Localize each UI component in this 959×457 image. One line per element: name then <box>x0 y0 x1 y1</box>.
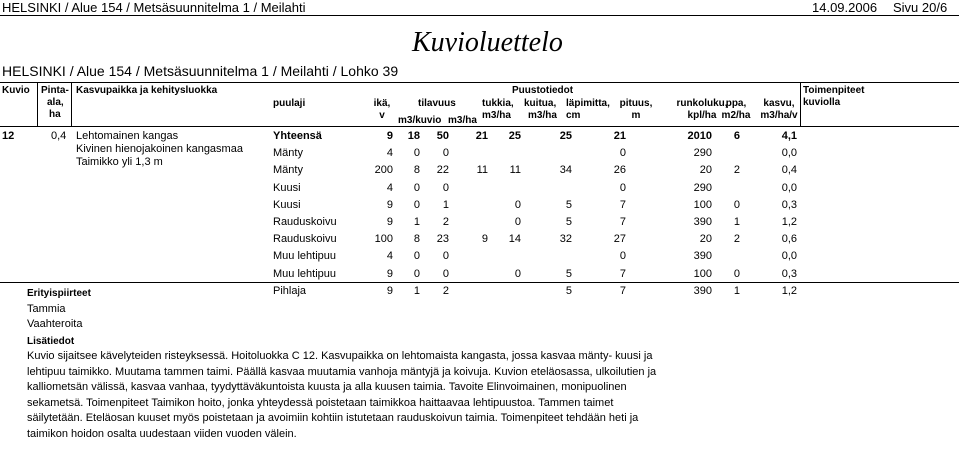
col-lapimitta <box>566 98 610 122</box>
cell-ppa: 1 <box>733 284 740 297</box>
cell-m3-kuvio: 0 <box>413 181 420 194</box>
col-kuitua-l2: m3/ha <box>528 110 557 121</box>
cell-kasvu: 0,4 <box>781 164 797 177</box>
info-line: taimikon hoidon osalta uudestaan viiden vuoden välein. <box>27 427 297 440</box>
col-tilavuus-kuvio: m3/kuvio <box>398 115 442 126</box>
cell-kasvu: 0,0 <box>781 181 797 194</box>
col-runkoluku-l1: runkoluku, <box>676 98 728 109</box>
stand-area: 0,4 <box>51 130 67 142</box>
col-puustotiedot: Puustotiedot <box>512 85 574 96</box>
cell-puulaji: Muu lehtipuu <box>273 250 336 263</box>
col-kasvu <box>756 98 802 122</box>
cell-kuitua: 25 <box>508 130 521 142</box>
cell-runkoluku: 390 <box>693 284 712 297</box>
cell-ppa: 6 <box>733 130 740 142</box>
cell-m3-kuvio: 0 <box>413 267 420 280</box>
cell-lapimitta: 25 <box>559 130 572 142</box>
special-feature-item: Tammia <box>27 303 66 315</box>
cell-runkoluku: 2010 <box>687 130 712 142</box>
cell-puulaji: Rauduskoivu <box>273 233 337 246</box>
stand-site-type <box>76 130 243 169</box>
cell-kasvu: 0,3 <box>781 267 797 280</box>
col-kuitua <box>524 98 557 122</box>
cell-m3-kuvio: 0 <box>413 250 420 263</box>
col-pinta-ala-l2: ala, <box>47 97 64 108</box>
cell-pituus: 7 <box>619 216 626 228</box>
cell-kuitua: 11 <box>509 164 521 177</box>
cell-m3-ha: 50 <box>436 130 449 142</box>
info-line: sekametsä. Toimenpiteet Taimikon hoito, jonka yhteydessä poistetaan taimikkoa haittaavaa lehtipuustoa. Tammen taimet <box>27 396 614 409</box>
cell-kasvu: 0,3 <box>781 198 797 211</box>
cell-m3-kuvio: 0 <box>413 198 420 211</box>
cell-m3-ha: 22 <box>436 164 449 177</box>
cell-m3-ha: 0 <box>442 250 449 263</box>
cell-puulaji: Kuusi <box>273 198 301 211</box>
col-toimenpiteet-l2: kuviolla <box>803 97 841 108</box>
cell-kuitua: 14 <box>508 233 521 246</box>
cell-ika: 9 <box>386 198 393 211</box>
cell-kuitua: 0 <box>514 267 521 280</box>
cell-ika: 4 <box>386 181 393 194</box>
cell-ppa: 1 <box>733 216 740 228</box>
cell-runkoluku: 390 <box>693 216 712 228</box>
special-features-list <box>27 302 82 332</box>
cell-runkoluku: 100 <box>693 198 712 211</box>
cell-kasvu: 0,6 <box>781 233 797 246</box>
cell-ppa: 0 <box>733 198 740 211</box>
header-date: 14.09.2006 <box>812 0 878 15</box>
col-kuvio: Kuvio <box>2 85 30 96</box>
cell-kasvu: 4,1 <box>781 130 797 142</box>
site-type-line-3: Taimikko yli 1,3 m <box>76 156 163 168</box>
info-line: Kuvio sijaitsee kävelyteiden risteyksessä. Hoitoluokka C 12. Kasvupaikka on lehtomaista kangasta, jossa kasvaa mänty- kuusi ja <box>27 350 653 362</box>
col-toimenpiteet <box>803 85 864 109</box>
col-lapimitta-l2: cm <box>566 110 581 121</box>
cell-pituus: 27 <box>613 233 626 246</box>
site-type-line-1: Lehtomainen kangas <box>76 130 179 142</box>
col-ppa-l2: m2/ha <box>721 110 751 121</box>
col-toimenpiteet-l1: Toimenpiteet <box>803 85 865 96</box>
cell-kuitua: 0 <box>514 216 521 228</box>
table-head-rule <box>0 126 959 127</box>
cell-ika: 4 <box>386 250 393 263</box>
cell-m3-ha: 1 <box>442 198 449 211</box>
cell-pituus: 26 <box>613 164 626 177</box>
col-pinta-ala <box>41 85 69 121</box>
col-ppa <box>718 98 754 122</box>
cell-pituus: 0 <box>619 250 626 263</box>
cell-pituus: 0 <box>619 181 626 194</box>
cell-puulaji: Muu lehtipuu <box>273 267 336 280</box>
col-pituus <box>617 98 655 122</box>
col-puulaji: puulaji <box>273 98 306 109</box>
special-feature-item: Vaahteroita <box>27 318 83 330</box>
cell-puulaji: Rauduskoivu <box>273 216 337 228</box>
cell-m3-ha: 23 <box>436 233 449 246</box>
cell-pituus: 7 <box>619 198 626 211</box>
cell-tukkia: 11 <box>476 164 488 177</box>
cell-m3-kuvio: 8 <box>413 164 420 177</box>
cell-lapimitta: 34 <box>559 164 572 177</box>
col-tukkia <box>482 98 514 122</box>
cell-pituus: 0 <box>619 147 626 160</box>
cell-ika: 9 <box>386 284 393 297</box>
cell-puulaji: Mänty <box>273 147 303 160</box>
col-lapimitta-l1: läpimitta, <box>566 98 610 109</box>
cell-ika: 200 <box>374 164 393 177</box>
cell-lapimitta: 5 <box>565 198 572 211</box>
col-pituus-l2: m <box>631 110 641 121</box>
cell-puulaji: Mänty <box>273 164 303 177</box>
additional-info-text <box>27 349 947 442</box>
cell-runkoluku: 390 <box>693 250 712 263</box>
site-type-line-2: Kivinen hienojakoinen kangasmaa <box>76 143 243 155</box>
cell-runkoluku: 290 <box>693 147 712 160</box>
col-tukkia-l1: tukkia, <box>482 98 514 109</box>
cell-lapimitta: 32 <box>559 233 572 246</box>
cell-m3-ha: 0 <box>442 181 449 194</box>
cell-puulaji: Kuusi <box>273 181 301 194</box>
cell-m3-kuvio: 8 <box>413 233 420 246</box>
info-line: lehtipuu taimikko. Muutama tammen taimi. Päällä kasvaa muutamia vanhoja mäntyjä ja koivuja. Kuvion eteläosassa, ulkoilutien ja <box>27 365 657 378</box>
col-ika-l1: ikä, <box>373 98 391 109</box>
cell-m3-ha: 0 <box>442 267 449 280</box>
cell-tukkia: 9 <box>481 233 488 246</box>
cell-ika: 9 <box>386 130 393 142</box>
cell-runkoluku: 20 <box>699 233 712 246</box>
page-title: Kuvioluettelo <box>412 27 563 58</box>
col-runkoluku-l2: kpl/ha <box>687 110 717 121</box>
cell-pituus: 7 <box>619 284 626 297</box>
col-pinta-ala-l3: ha <box>49 109 61 120</box>
cell-lapimitta: 5 <box>565 216 572 228</box>
cell-lapimitta: 5 <box>565 267 572 280</box>
additional-info-title: Lisätiedot <box>27 336 75 347</box>
cell-kasvu: 1,2 <box>781 284 797 297</box>
info-line: kalliometsän välissä, kasvaa vanhaa, tyydyttäväkuntoista kuusta ja alla kuusen taimia. Tavoite Elinvoimainen, monipuolinen <box>27 381 627 393</box>
cell-puulaji: Yhteensä <box>273 130 322 142</box>
col-ppa-l1: ppa, <box>725 98 747 109</box>
col-tilavuus: tilavuus <box>418 98 456 109</box>
col-kasvu-l1: kasvu, <box>763 98 795 109</box>
table-top-rule <box>0 82 959 83</box>
cell-ika: 9 <box>386 216 393 228</box>
cell-runkoluku: 290 <box>693 181 712 194</box>
col-ika <box>370 98 394 122</box>
col-pinta-ala-l1: Pinta- <box>41 85 69 96</box>
cell-ika: 4 <box>386 147 393 160</box>
cell-ika: 9 <box>386 267 393 280</box>
cell-pituus: 7 <box>619 267 626 280</box>
cell-tukkia: 21 <box>475 130 488 142</box>
col-pituus-l1: pituus, <box>619 98 653 109</box>
col-ika-l2: v <box>379 110 385 121</box>
cell-pituus: 21 <box>613 130 626 142</box>
col-tukkia-l2: m3/ha <box>482 110 511 121</box>
special-features-title: Erityispiirteet <box>27 288 91 299</box>
col-sep-2 <box>71 82 72 126</box>
cell-kasvu: 1,2 <box>781 216 797 228</box>
cell-runkoluku: 100 <box>693 267 712 280</box>
cell-m3-kuvio: 1 <box>413 216 420 228</box>
cell-ppa: 2 <box>733 233 740 246</box>
cell-kuitua: 0 <box>514 198 521 211</box>
section-subtitle: HELSINKI / Alue 154 / Metsäsuunnitelma 1 / Meilahti / Lohko 39 <box>2 63 399 79</box>
cell-m3-ha: 0 <box>442 147 449 160</box>
cell-kasvu: 0,0 <box>781 147 797 160</box>
table-bottom-rule <box>0 282 959 283</box>
cell-ppa: 0 <box>733 267 740 280</box>
cell-runkoluku: 20 <box>699 164 712 177</box>
cell-m3-kuvio: 18 <box>407 130 420 142</box>
info-line: säilytetään. Eteläosan kuuset myös poistetaan ja avoimiin kohtiin istutetaan rauduskoivun taimia. Toimenpiteet tehdään heti ja <box>27 412 639 424</box>
cell-m3-ha: 2 <box>442 216 449 228</box>
cell-ika: 100 <box>374 233 393 246</box>
cell-lapimitta: 5 <box>565 284 572 297</box>
stand-number: 12 <box>2 130 15 142</box>
col-sep-1 <box>37 82 38 126</box>
col-kasvu-l2: m3/ha/v <box>760 110 798 121</box>
header-left: HELSINKI / Alue 154 / Metsäsuunnitelma 1 / Meilahti <box>2 0 306 15</box>
cell-kasvu: 0,0 <box>781 250 797 263</box>
cell-m3-kuvio: 0 <box>413 147 420 160</box>
cell-puulaji: Pihlaja <box>273 284 307 297</box>
header-rule <box>0 15 959 16</box>
cell-m3-ha: 2 <box>442 284 449 297</box>
col-kuitua-l1: kuitua, <box>524 98 557 109</box>
cell-ppa: 2 <box>733 164 740 177</box>
col-tilavuus-ha: m3/ha <box>448 115 477 126</box>
col-kasvupaikka: Kasvupaikka ja kehitysluokka <box>76 85 218 96</box>
cell-m3-kuvio: 1 <box>413 284 420 297</box>
header-page: Sivu 20/6 <box>893 0 948 15</box>
